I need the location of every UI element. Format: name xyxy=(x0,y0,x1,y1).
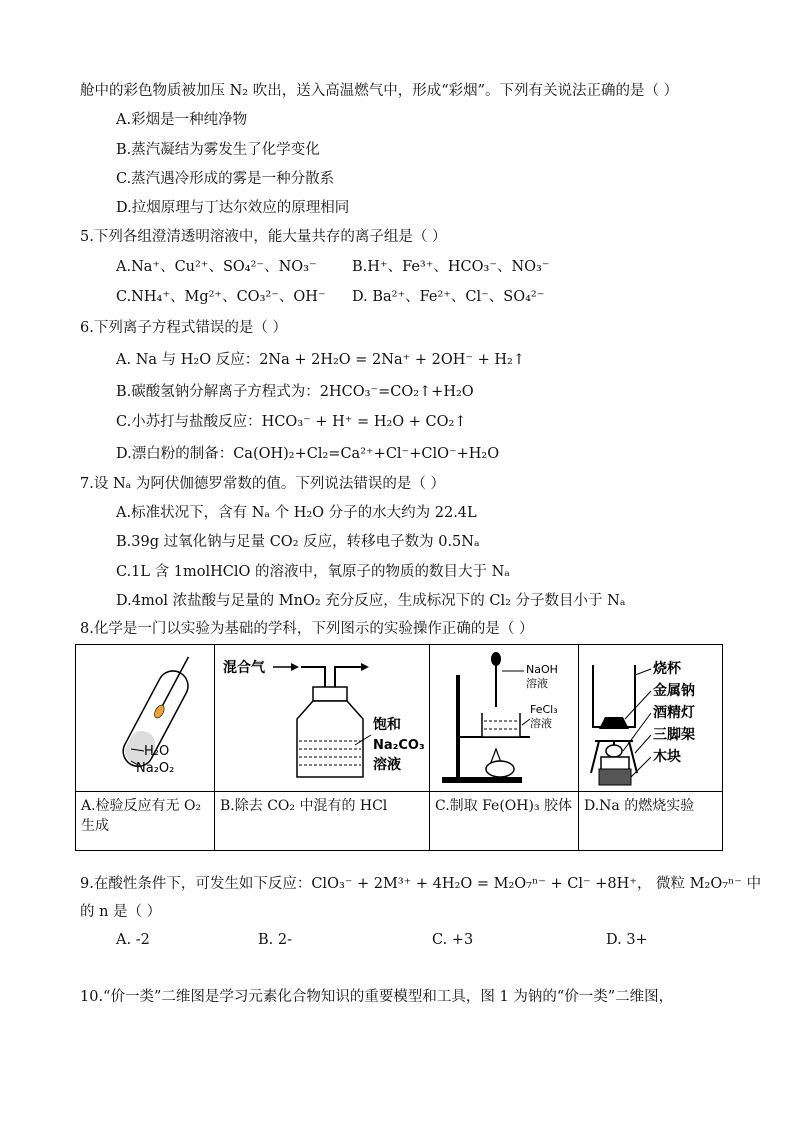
figure-c-cell xyxy=(430,645,579,792)
q4-option-c: C.蒸汽遇冷形成的雾是一种分散系 xyxy=(116,171,335,187)
q7-option-b: B.39g 过氧化钠与足量 CO₂ 反应，转移电子数为 0.5Nₐ xyxy=(116,534,480,550)
q4-option-b: B.蒸汽凝结为雾发生了化学变化 xyxy=(116,142,320,158)
tripod-label: 三脚架 xyxy=(653,727,695,743)
wood-block-label: 木块 xyxy=(653,749,681,765)
q9-option-d: D. 3+ xyxy=(606,932,648,948)
q8-stem: 8.化学是一门以实验为基础的学科，下列图示的实验操作正确的是（ ） xyxy=(80,621,534,637)
q9-option-b: B. 2- xyxy=(258,932,292,948)
q9-stem-continued: 的 n 是（ ） xyxy=(80,904,162,920)
q6-option-c: C.小苏打与盐酸反应：HCO₃⁻ + H⁺ = H₂O + CO₂↑ xyxy=(116,414,467,430)
sodium-carbonate-label: Na₂CO₃ xyxy=(373,738,425,753)
mixed-gas-label: 混合气 xyxy=(223,660,265,676)
q7-option-a: A.标准状况下，含有 Nₐ 个 H₂O 分子的水大约为 22.4L xyxy=(116,505,477,521)
q8-experiment-table xyxy=(75,644,723,851)
q9-option-c: C. +3 xyxy=(432,932,474,948)
q5-option-a: A.Na⁺、Cu²⁺、SO₄²⁻、NO₃⁻ xyxy=(116,259,317,275)
naoh-solution-label: 溶液 xyxy=(526,677,548,690)
caption-c: C.制取 Fe(OH)₃ 胶体 xyxy=(435,798,573,814)
beaker-label: 烧杯 xyxy=(653,661,681,677)
metal-sodium-label: 金属钠 xyxy=(653,683,695,699)
q4-option-a: A.彩烟是一种纯净物 xyxy=(116,112,248,128)
q7-option-c: C.1L 含 1molHClO 的溶液中，氧原子的物质的数目大于 Nₐ xyxy=(116,564,510,580)
q6-option-b: B.碳酸氢钠分解离子方程式为：2HCO₃⁻=CO₂↑+H₂O xyxy=(116,384,474,400)
caption-b: B.除去 CO₂ 中混有的 HCl xyxy=(220,798,388,814)
figure-a-cell xyxy=(76,645,215,792)
water-label: H₂O xyxy=(144,744,170,759)
q4-stem: 舱中的彩色物质被加压 N₂ 吹出，送入高温燃气中，形成“彩烟”。下列有关说法正确的是（ ） xyxy=(80,83,679,99)
q10-stem: 10.“价一类”二维图是学习元素化合物知识的重要模型和工具，图 1 为钠的“价一类”二维图， xyxy=(80,989,674,1005)
q9-option-a: A. -2 xyxy=(116,932,150,948)
caption-a: A.检验反应有无 O₂ 生成 xyxy=(81,798,202,834)
test-tube-figure xyxy=(76,645,214,791)
q9-stem: 9.在酸性条件下，可发生如下反应：ClO₃⁻ + 2M³⁺ + 4H₂O = M₂O₇ⁿ⁻ + Cl⁻ +8H⁺， 微粒 M₂O₇ⁿ⁻ 中 xyxy=(80,876,762,892)
q4-option-d: D.拉烟原理与丁达尔效应的原理相同 xyxy=(116,200,350,216)
q6-option-d: D.漂白粉的制备：Ca(OH)₂+Cl₂=Ca²⁺+Cl⁻+ClO⁻+H₂O xyxy=(116,446,500,462)
alcohol-lamp-label: 酒精灯 xyxy=(653,705,695,721)
q6-option-a: A. Na 与 H₂O 反应：2Na + 2H₂O = 2Na⁺ + 2OH⁻ + H₂↑ xyxy=(116,352,526,368)
figure-b-cell xyxy=(215,645,430,792)
gas-washing-bottle-figure xyxy=(215,645,429,791)
ferric-hydroxide-setup-figure xyxy=(430,645,578,791)
q7-stem: 7.设 Nₐ 为阿伏伽德罗常数的值。下列说法错误的是（ ） xyxy=(80,476,445,492)
q5-option-c: C.NH₄⁺、Mg²⁺、CO₃²⁻、OH⁻ xyxy=(116,289,326,305)
fecl3-label: FeCl₃ xyxy=(530,703,558,716)
saturated-label: 饱和 xyxy=(373,717,401,733)
naoh-label: NaOH xyxy=(526,663,558,676)
caption-d: D.Na 的燃烧实验 xyxy=(584,798,695,814)
q5-option-b: B.H⁺、Fe³⁺、HCO₃⁻、NO₃⁻ xyxy=(352,259,550,275)
q7-option-d: D.4mol 浓盐酸与足量的 MnO₂ 充分反应，生成标况下的 Cl₂ 分子数目小于 Nₐ xyxy=(116,593,626,609)
sodium-combustion-figure xyxy=(579,645,722,791)
q5-option-d: D. Ba²⁺、Fe²⁺、Cl⁻、SO₄²⁻ xyxy=(352,289,545,305)
q6-stem: 6.下列离子方程式错误的是（ ） xyxy=(80,320,287,336)
sodium-peroxide-label: Na₂O₂ xyxy=(136,761,175,776)
q5-stem: 5.下列各组澄清透明溶液中，能大量共存的离子组是（ ） xyxy=(80,229,447,245)
solution-label: 溶液 xyxy=(373,757,401,773)
figure-d-cell xyxy=(579,645,723,792)
fecl3-solution-label: 溶液 xyxy=(530,717,552,730)
